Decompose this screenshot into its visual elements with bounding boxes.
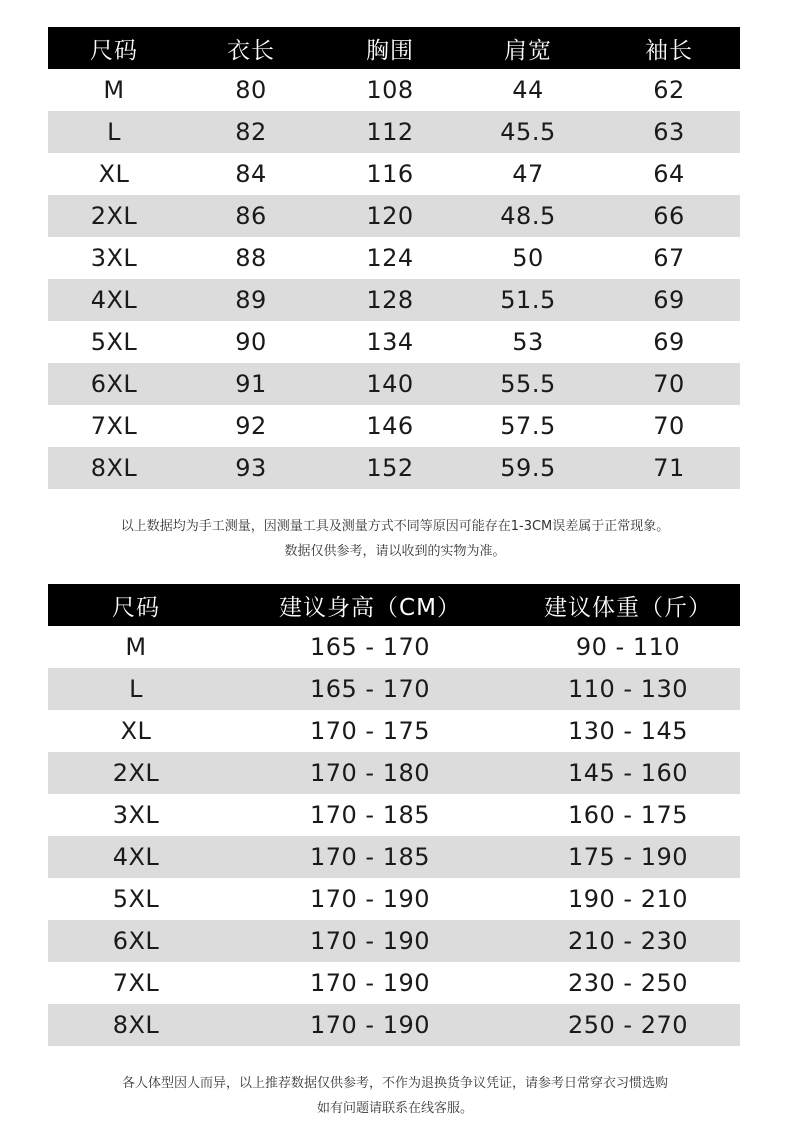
cell-size: XL <box>120 717 152 745</box>
cell-sleeve: 70 <box>653 370 685 398</box>
cell-sleeve: 69 <box>653 286 685 314</box>
cell-size: 4XL <box>90 286 138 314</box>
header-cell-sleeve: 袖长 <box>645 37 693 64</box>
cell-chest: 152 <box>366 454 414 482</box>
cell-sleeve: 71 <box>653 454 685 482</box>
cell-height: 165 - 170 <box>309 675 431 703</box>
cell-weight: 175 - 190 <box>567 843 689 871</box>
cell-size: 3XL <box>112 801 160 829</box>
cell-shoulder: 55.5 <box>500 370 556 398</box>
cell-weight: 145 - 160 <box>567 759 689 787</box>
table-row <box>48 111 740 153</box>
table-row <box>48 878 740 920</box>
cell-sleeve: 69 <box>653 328 685 356</box>
cell-chest: 140 <box>366 370 414 398</box>
cell-size: 8XL <box>90 454 138 482</box>
cell-length: 88 <box>235 244 267 272</box>
table-row <box>48 447 740 489</box>
cell-sleeve: 67 <box>653 244 685 272</box>
cell-weight: 110 - 130 <box>567 675 689 703</box>
cell-chest: 112 <box>366 118 414 146</box>
cell-height: 170 - 190 <box>309 969 431 997</box>
cell-length: 92 <box>235 412 267 440</box>
table-row <box>48 153 740 195</box>
cell-length: 80 <box>235 76 267 104</box>
table-row <box>48 710 740 752</box>
cell-chest: 128 <box>366 286 414 314</box>
cell-sleeve: 62 <box>653 76 685 104</box>
table-row <box>48 836 740 878</box>
cell-size: XL <box>98 160 130 188</box>
cell-weight: 250 - 270 <box>567 1011 689 1039</box>
cell-size: M <box>103 76 125 104</box>
size-chart-header-row <box>48 27 740 69</box>
cell-chest: 134 <box>366 328 414 356</box>
cell-shoulder: 45.5 <box>500 118 556 146</box>
size-chart-table <box>48 27 740 489</box>
cell-length: 82 <box>235 118 267 146</box>
table-row <box>48 279 740 321</box>
table-row <box>48 752 740 794</box>
cell-sleeve: 64 <box>653 160 685 188</box>
cell-length: 89 <box>235 286 267 314</box>
table-row <box>48 363 740 405</box>
table-row <box>48 1004 740 1046</box>
cell-height: 165 - 170 <box>309 633 431 661</box>
cell-chest: 116 <box>366 160 414 188</box>
header-cell-height: 建议身高（CM） <box>279 594 461 621</box>
cell-height: 170 - 185 <box>309 801 431 829</box>
header-cell-chest: 胸围 <box>366 37 414 64</box>
cell-size: 2XL <box>90 202 138 230</box>
cell-shoulder: 51.5 <box>500 286 556 314</box>
cell-size: 4XL <box>112 843 160 871</box>
cell-weight: 210 - 230 <box>567 927 689 955</box>
table-row <box>48 626 740 668</box>
table-row <box>48 962 740 1004</box>
recommendation-table <box>48 584 740 1046</box>
cell-length: 91 <box>235 370 267 398</box>
size-note-line-2: 数据仅供参考，请以收到的实物为准。 <box>284 544 506 559</box>
recommendation-header-row <box>48 584 740 626</box>
cell-shoulder: 47 <box>512 160 544 188</box>
cell-shoulder: 48.5 <box>500 202 556 230</box>
cell-size: 6XL <box>112 927 160 955</box>
cell-weight: 230 - 250 <box>567 969 689 997</box>
header-cell-size: 尺码 <box>112 594 160 621</box>
cell-shoulder: 53 <box>512 328 544 356</box>
cell-size: 2XL <box>112 759 160 787</box>
cell-height: 170 - 175 <box>309 717 431 745</box>
cell-weight: 130 - 145 <box>567 717 689 745</box>
cell-sleeve: 70 <box>653 412 685 440</box>
cell-height: 170 - 190 <box>309 927 431 955</box>
header-cell-length: 衣长 <box>227 37 275 64</box>
cell-size: 8XL <box>112 1011 160 1039</box>
recommendation-note <box>0 1071 790 1121</box>
cell-length: 84 <box>235 160 267 188</box>
cell-height: 170 - 190 <box>309 885 431 913</box>
cell-height: 170 - 185 <box>309 843 431 871</box>
size-chart-note <box>0 514 790 564</box>
cell-shoulder: 59.5 <box>500 454 556 482</box>
cell-length: 93 <box>235 454 267 482</box>
cell-shoulder: 50 <box>512 244 544 272</box>
cell-chest: 120 <box>366 202 414 230</box>
cell-chest: 146 <box>366 412 414 440</box>
table-row <box>48 69 740 111</box>
size-note-line-1: 以上数据均为手工测量，因测量工具及测量方式不同等原因可能存在1-3CM误差属于正常现象。 <box>120 519 670 534</box>
cell-chest: 124 <box>366 244 414 272</box>
cell-size: L <box>129 675 143 703</box>
cell-size: 5XL <box>90 328 138 356</box>
cell-shoulder: 57.5 <box>500 412 556 440</box>
table-row <box>48 920 740 962</box>
cell-size: 7XL <box>112 969 160 997</box>
header-cell-shoulder: 肩宽 <box>504 37 552 64</box>
rec-note-line-2: 如有问题请联系在线客服。 <box>316 1101 473 1116</box>
table-row <box>48 668 740 710</box>
cell-size: L <box>107 118 121 146</box>
cell-length: 86 <box>235 202 267 230</box>
cell-shoulder: 44 <box>512 76 544 104</box>
table-row <box>48 237 740 279</box>
cell-sleeve: 66 <box>653 202 685 230</box>
table-row <box>48 405 740 447</box>
cell-size: 7XL <box>90 412 138 440</box>
cell-weight: 160 - 175 <box>567 801 689 829</box>
cell-height: 170 - 180 <box>309 759 431 787</box>
header-cell-weight: 建议体重（斤） <box>544 594 712 621</box>
header-cell-size: 尺码 <box>90 37 138 64</box>
table-row <box>48 321 740 363</box>
cell-sleeve: 63 <box>653 118 685 146</box>
cell-size: 3XL <box>90 244 138 272</box>
table-row <box>48 195 740 237</box>
cell-weight: 90 - 110 <box>575 633 681 661</box>
cell-chest: 108 <box>366 76 414 104</box>
cell-size: 5XL <box>112 885 160 913</box>
cell-size: 6XL <box>90 370 138 398</box>
cell-size: M <box>125 633 147 661</box>
cell-weight: 190 - 210 <box>567 885 689 913</box>
rec-note-line-1: 各人体型因人而异，以上推荐数据仅供参考，不作为退换货争议凭证，请参考日常穿衣习惯选购 <box>121 1076 668 1091</box>
cell-height: 170 - 190 <box>309 1011 431 1039</box>
cell-length: 90 <box>235 328 267 356</box>
table-row <box>48 794 740 836</box>
